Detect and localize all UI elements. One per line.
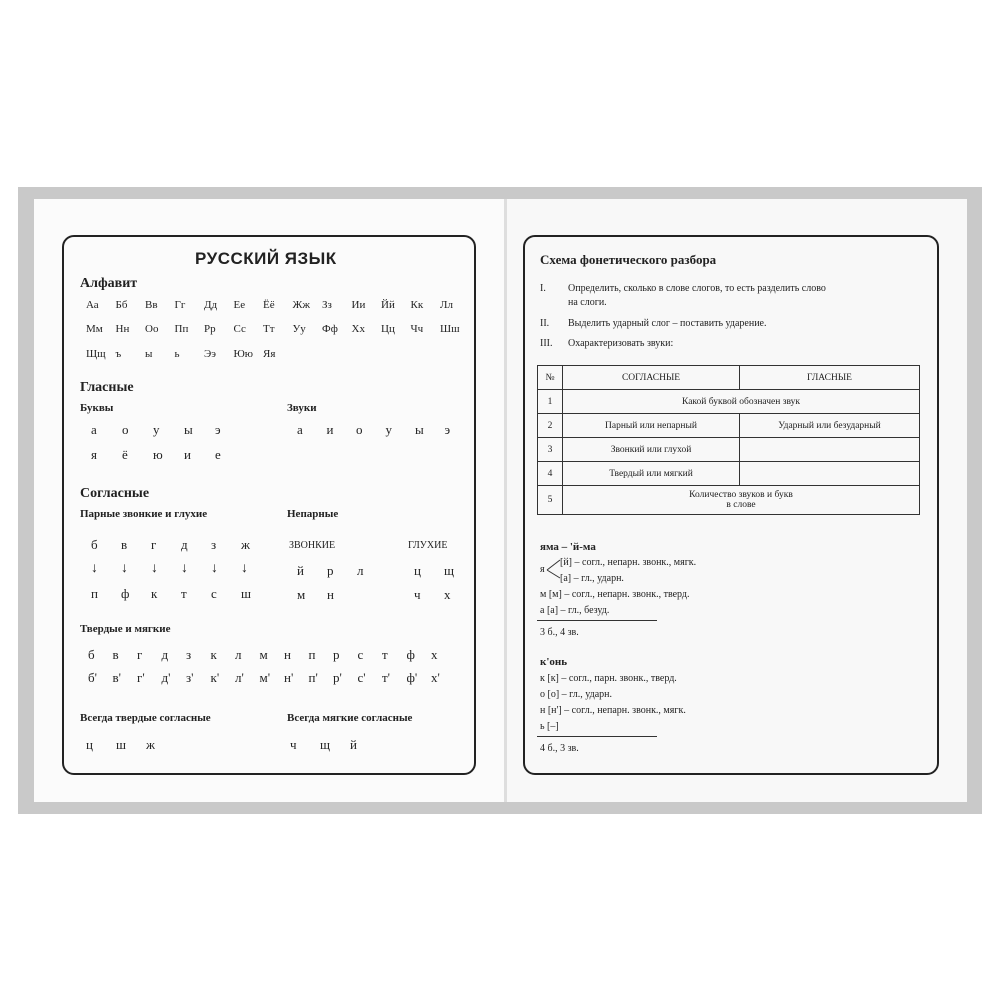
alphabet-letter: Фф (322, 323, 338, 335)
alphabet-letter: Юю (233, 348, 254, 360)
alphabet-letter: Оо (145, 323, 159, 335)
down-arrow-icon: ↓ (241, 561, 248, 576)
vowel-sound: у (385, 422, 392, 437)
always-hard-letter: ж (146, 737, 155, 752)
letters-label: Буквы (80, 402, 114, 414)
alphabet-letter: Нн (115, 323, 130, 335)
vowel-letter: а (91, 422, 97, 437)
example1-word: яма – 'й-ма (540, 541, 596, 553)
step-3-text: Охарактеризовать звуки: (568, 338, 674, 349)
soft-consonant: р' (333, 670, 342, 685)
always-hard-letter: ц (86, 737, 93, 752)
example2-line1: к [к] – согл., парн. звонк., тверд. (540, 673, 677, 684)
table-row (538, 486, 920, 515)
hard-consonant: г (137, 647, 143, 662)
paired-voiceless-letter: ф (121, 586, 130, 601)
step-1-cont: на слоги. (568, 297, 607, 308)
hard-consonant: н (284, 647, 291, 662)
soft-consonant: д' (161, 670, 171, 685)
row-num: 2 (538, 414, 563, 438)
alphabet-letter: Ээ (204, 348, 216, 360)
hard-soft-label: Твердые и мягкие (80, 623, 171, 635)
vowel-sound: о (356, 422, 363, 437)
table-cell-empty (740, 462, 920, 486)
soft-consonant: т' (382, 670, 391, 685)
hard-consonant: с (357, 647, 364, 662)
step-3-num: III. (540, 338, 553, 349)
soft-consonant: ф' (406, 670, 418, 685)
hard-consonant: т (382, 647, 388, 662)
alphabet-letter: Гг (174, 299, 186, 311)
table-header-row (538, 366, 920, 390)
table-cell: Парный или непарный (563, 414, 740, 438)
alphabet-heading: Алфавит (80, 276, 138, 291)
vowel-letter: я (91, 447, 97, 462)
sounds-label: Звуки (287, 402, 317, 414)
paired-voiced-letter: г (151, 537, 157, 552)
hard-consonant: д (161, 647, 169, 662)
always-soft-letter: й (350, 737, 357, 752)
vowel-sound: а (297, 422, 303, 437)
unpaired-voiced-letter: р (327, 563, 334, 578)
alphabet-letter: Ее (233, 299, 246, 311)
alphabet-row (86, 323, 470, 335)
step-2-num: II. (540, 318, 550, 329)
down-arrow-icon: ↓ (91, 561, 98, 576)
soft-consonant: г' (137, 670, 145, 685)
paired-voiced-letter: в (121, 537, 128, 552)
cell-line-2: в слове (726, 500, 756, 510)
row-num: 3 (538, 438, 563, 462)
unpaired-voiceless-letter: ч (414, 587, 421, 602)
table-cell (563, 486, 920, 515)
down-arrow-icon: ↓ (211, 561, 218, 576)
example1-total: 3 б., 4 зв. (540, 627, 579, 638)
example2-rule (537, 736, 657, 737)
soft-consonant: в' (112, 670, 121, 685)
alphabet-letter: Ёё (263, 299, 275, 311)
vowel-letter: и (184, 447, 191, 462)
soft-consonant: с' (357, 670, 366, 685)
vowel-letter: э (215, 422, 221, 437)
soft-consonant: х' (431, 670, 440, 685)
alphabet-letter: ъ (115, 348, 122, 360)
alphabet-letter: Йй (381, 299, 395, 311)
example1-line1: [й] – согл., непарн. звонк., мягк. (560, 557, 697, 568)
header-consonants: СОГЛАСНЫЕ (563, 366, 740, 390)
table-cell: Какой буквой обозначен звук (563, 390, 920, 414)
alphabet-letter: Мм (86, 323, 103, 335)
soft-consonants-row (88, 670, 456, 686)
vowel-letter: ю (153, 447, 163, 462)
paired-voiceless-letter: ш (241, 586, 252, 601)
soft-consonant: п' (308, 670, 318, 685)
alphabet-letter: Кк (410, 299, 424, 311)
vowel-sound: ы (415, 422, 424, 437)
vowel-sound: э (444, 422, 451, 437)
paired-voiceless-letter: с (211, 586, 217, 601)
alphabet-letter: Жж (292, 299, 310, 311)
vowel-letters-row2 (91, 447, 246, 463)
unpaired-voiced-row1 (297, 563, 387, 579)
soft-consonant: н' (284, 670, 294, 685)
alphabet-letter: Тт (263, 323, 275, 335)
down-arrow-icon: ↓ (181, 561, 188, 576)
alphabet-letter: Сс (233, 323, 246, 335)
hard-consonant: ф (406, 647, 415, 662)
alphabet-row (86, 348, 293, 360)
vowel-letter: ё (122, 447, 128, 462)
alphabet-letter: Ии (351, 299, 366, 311)
paired-voiced-letter: д (181, 537, 188, 552)
table-cell-empty (740, 438, 920, 462)
always-soft-label: Всегда мягкие согласные (287, 712, 413, 724)
unpaired-voiced-letter: л (357, 563, 364, 578)
page-gutter (504, 199, 507, 802)
table-row (538, 462, 920, 486)
alphabet-letter: Пп (174, 323, 189, 335)
alphabet-letter: Уу (292, 323, 306, 335)
alphabet-letter: Чч (410, 323, 424, 335)
hard-consonant: л (235, 647, 242, 662)
hard-consonants-row (88, 647, 456, 663)
paired-voiceless-letter: к (151, 586, 158, 601)
paired-voiced-letter: б (91, 537, 98, 552)
hard-consonant: х (431, 647, 438, 662)
table-row (538, 390, 920, 414)
table-cell: Ударный или безударный (740, 414, 920, 438)
unpaired-voiceless-letter: х (444, 587, 451, 602)
vowel-sound: и (326, 422, 334, 437)
vowels-heading: Гласные (80, 380, 134, 395)
paired-label: Парные звонкие и глухие (80, 508, 208, 520)
unpaired-voiced-row2 (297, 587, 357, 603)
paired-voiceless-row (91, 586, 271, 602)
always-hard-row (86, 737, 176, 753)
unpaired-voiceless-letter: щ (444, 563, 455, 578)
vowel-letter: у (153, 422, 160, 437)
hard-consonant: в (112, 647, 119, 662)
example2-total: 4 б., 3 зв. (540, 743, 579, 754)
alphabet-letter: ь (174, 348, 180, 360)
alphabet-letter: ы (145, 348, 153, 360)
hard-consonant: п (308, 647, 316, 662)
step-2-text: Выделить ударный слог – поставить ударение. (568, 318, 767, 329)
header-num: № (538, 366, 563, 390)
unpaired-voiced-letter: н (327, 587, 334, 602)
voiced-label: ЗВОНКИЕ (289, 540, 336, 551)
step-1-num: I. (540, 283, 546, 294)
example2-line4: ь [–] (540, 721, 559, 732)
alphabet-letter: Щщ (86, 348, 106, 360)
always-soft-letter: ч (290, 737, 297, 752)
unpaired-voiceless-letter: ц (414, 563, 421, 578)
page-title: РУССКИЙ ЯЗЫК (195, 249, 337, 268)
unpaired-voiceless-row2 (414, 587, 474, 603)
unpaired-voiceless-row1 (414, 563, 474, 579)
paired-voiced-row (91, 537, 271, 553)
step-1-text: Определить, сколько в слове слогов, то есть разделить слово (568, 283, 826, 294)
header-vowels: ГЛАСНЫЕ (740, 366, 920, 390)
unpaired-voiced-letter: й (297, 563, 304, 578)
always-hard-label: Всегда твердые согласные (80, 712, 211, 724)
hard-consonant: к (210, 647, 217, 662)
hard-consonant: р (333, 647, 340, 662)
example2-line3: н [н'] – согл., непарн. звонк., мягк. (540, 705, 686, 716)
voiceless-label: ГЛУХИЕ (408, 540, 448, 551)
always-hard-letter: ш (116, 737, 127, 752)
example2-line2: о [о] – гл., ударн. (540, 689, 612, 700)
unpaired-voiced-letter: м (297, 587, 306, 602)
down-arrow-icon: ↓ (151, 561, 158, 576)
vowel-letter: ы (184, 422, 193, 437)
example1-letter: я (540, 564, 545, 575)
paired-voiceless-letter: т (181, 586, 187, 601)
vowel-letter: е (215, 447, 221, 462)
vowel-letter: о (122, 422, 129, 437)
example1-line3: м [м] – согл., непарн. звонк., тверд. (540, 589, 690, 600)
paired-arrows-row (91, 561, 271, 577)
alphabet-letter: Зз (322, 299, 332, 311)
alphabet-letter: Яя (263, 348, 276, 360)
table-row (538, 414, 920, 438)
paired-voiced-letter: ж (241, 537, 250, 552)
hard-consonant: з (186, 647, 192, 662)
row-num: 4 (538, 462, 563, 486)
alphabet-letter: Цц (381, 323, 395, 335)
alphabet-letter: Хх (351, 323, 365, 335)
always-soft-row (290, 737, 380, 753)
down-arrow-icon: ↓ (121, 561, 128, 576)
table-row (538, 438, 920, 462)
row-num: 5 (538, 486, 563, 515)
soft-consonant: л' (235, 670, 244, 685)
alphabet-letter: Дд (204, 299, 218, 311)
alphabet-letter: Аа (86, 299, 99, 311)
alphabet-letter: Рр (204, 323, 216, 335)
alphabet-letter: Шш (440, 323, 460, 335)
table-cell: Твердый или мягкий (563, 462, 740, 486)
alphabet-letter: Вв (145, 299, 158, 311)
vowel-sounds-row (297, 422, 474, 438)
soft-consonant: б' (88, 670, 97, 685)
soft-consonant: к' (210, 670, 220, 685)
example1-line4: а [а] – гл., безуд. (540, 605, 610, 616)
cell-line-1: Количество звуков и букв (689, 490, 793, 500)
hard-consonant: м (259, 647, 268, 662)
row-num: 1 (538, 390, 563, 414)
vowel-letters-row1 (91, 422, 246, 438)
paired-voiceless-letter: п (91, 586, 98, 601)
unpaired-label: Непарные (287, 508, 339, 520)
always-soft-letter: щ (320, 737, 331, 752)
phonetic-heading: Схема фонетического разбора (540, 252, 717, 267)
alphabet-letter: Лл (440, 299, 453, 311)
soft-consonant: м' (259, 670, 271, 685)
phonetic-table (537, 365, 920, 515)
soft-consonant: з' (186, 670, 194, 685)
alphabet-row (86, 299, 470, 311)
alphabet-letter: Бб (115, 299, 128, 311)
example1-rule (537, 620, 657, 621)
consonants-heading: Согласные (80, 486, 150, 501)
left-frame (62, 235, 476, 775)
table-cell: Звонкий или глухой (563, 438, 740, 462)
paired-voiced-letter: з (211, 537, 217, 552)
example2-word: к'онь (540, 656, 568, 668)
example1-line2: [а] – гл., ударн. (560, 573, 624, 584)
hard-consonant: б (88, 647, 95, 662)
